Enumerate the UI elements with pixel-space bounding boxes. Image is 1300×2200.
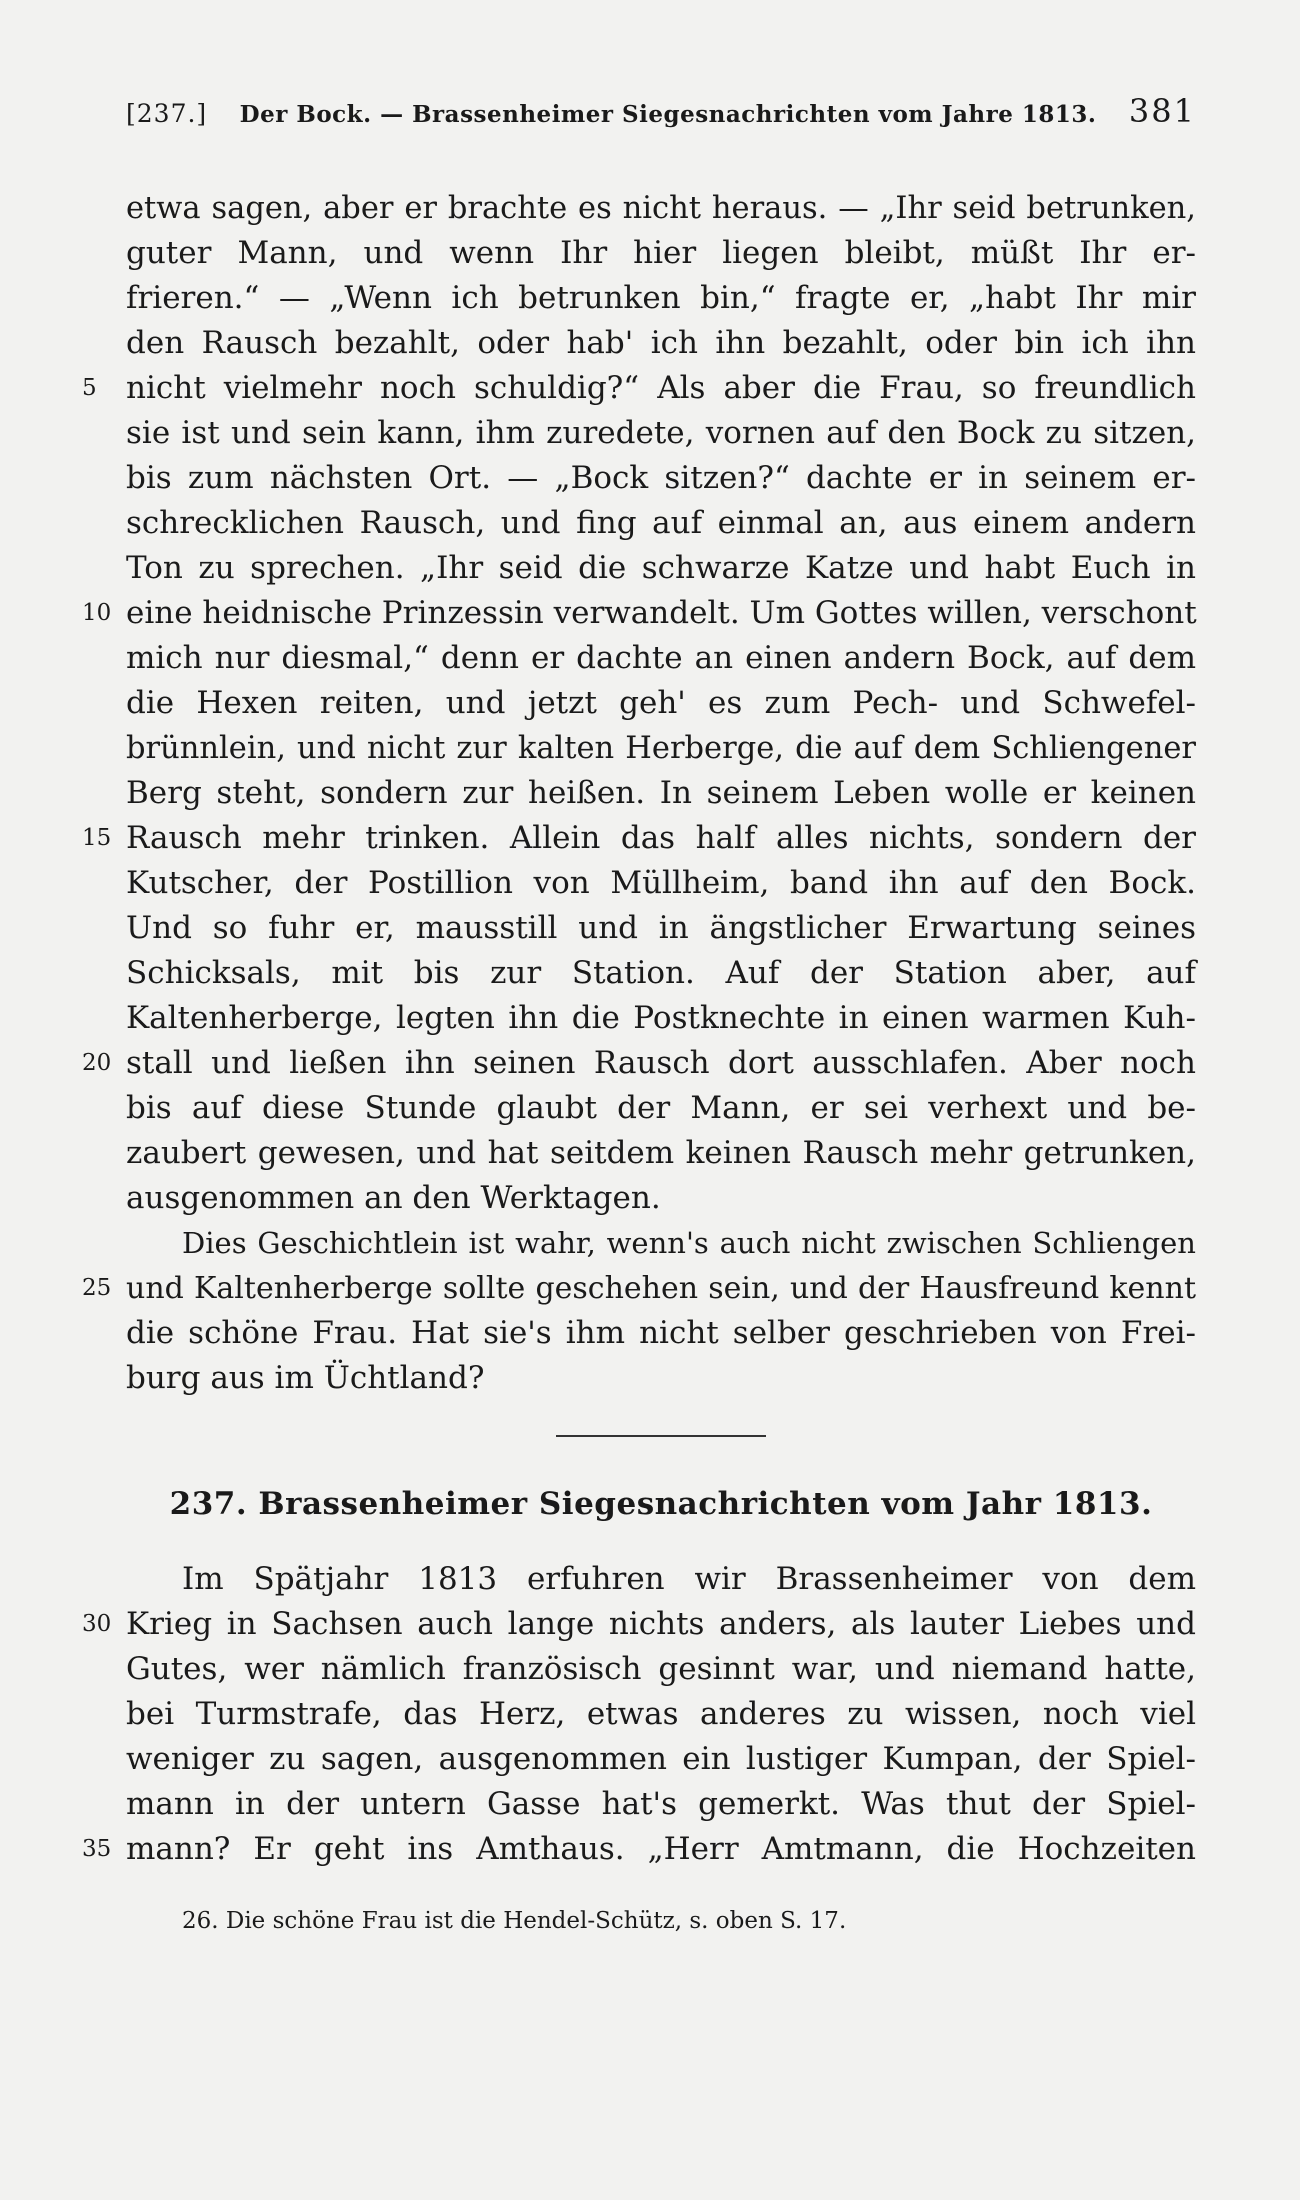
page-number: 381 xyxy=(1128,92,1196,130)
section-divider xyxy=(556,1435,766,1437)
line-number: 25 xyxy=(82,1275,112,1301)
line-text: den Rausch bezahlt, oder hab' ich ihn bezahlt, oder bin ich ihn xyxy=(126,325,1196,361)
text-line xyxy=(126,1176,1196,1221)
footnote: 26. Die schöne Frau ist die Hendel-Schütz, s. oben S. 17. xyxy=(182,1908,847,1934)
line-text: mann in der untern Gasse hat's gemerkt. Was thut der Spiel- xyxy=(126,1786,1196,1822)
line-text: brünnlein, und nicht zur kalten Herberge, die auf dem Schliengener xyxy=(126,731,1196,766)
text-line xyxy=(126,1692,1196,1737)
line-text: weniger zu sagen, ausgenommen ein lustiger Kumpan, der Spiel- xyxy=(126,1741,1196,1777)
text-line xyxy=(126,1311,1196,1356)
line-text: die schöne Frau. Hat sie's ihm nicht selber geschrieben von Frei- xyxy=(126,1315,1196,1351)
line-text: Krieg in Sachsen auch lange nichts anders, als lauter Liebes und xyxy=(126,1606,1196,1642)
text-line xyxy=(126,906,1196,951)
text-line xyxy=(82,591,1197,636)
line-text: Gutes, wer nämlich französisch gesinnt war, und niemand hatte, xyxy=(126,1651,1196,1687)
story-text xyxy=(82,186,1197,1401)
text-line xyxy=(126,501,1196,546)
text-line xyxy=(126,1737,1196,1782)
text-line xyxy=(82,1041,1196,1086)
text-line xyxy=(126,1782,1196,1827)
text-line xyxy=(126,861,1196,906)
line-text: stall und ließen ihn seinen Rausch dort ausschlafen. Aber noch xyxy=(126,1045,1196,1081)
line-text: burg aus im Üchtland? xyxy=(126,1360,485,1396)
text-line xyxy=(82,816,1196,861)
line-text: Dies Geschichtlein ist wahr, wenn's auch nicht zwischen Schliengen xyxy=(182,1226,1196,1260)
text-line xyxy=(82,1602,1196,1647)
line-number: 5 xyxy=(82,375,97,401)
line-text: etwa sagen, aber er brachte es nicht heraus. — „Ihr seid betrunken, xyxy=(126,191,1196,226)
text-line xyxy=(126,1086,1196,1131)
line-number: 10 xyxy=(82,600,112,626)
line-text: frieren.“ — „Wenn ich betrunken bin,“ fragte er, „habt Ihr mir xyxy=(126,280,1196,316)
running-title: Der Bock. — Brassenheimer Siegesnachrichten vom Jahre 1813. xyxy=(239,101,1097,128)
line-text: guter Mann, und wenn Ihr hier liegen bleibt, müßt Ihr er- xyxy=(126,235,1196,271)
text-line xyxy=(126,231,1196,276)
line-text: und Kaltenherberge sollte geschehen sein, und der Hausfreund kennt xyxy=(126,1271,1196,1306)
line-text: Ton zu sprechen. „Ihr seid die schwarze Katze und habt Euch in xyxy=(126,550,1196,586)
text-line xyxy=(126,546,1196,591)
line-number: 20 xyxy=(82,1050,112,1076)
section-text xyxy=(82,1557,1196,1872)
line-number: 30 xyxy=(82,1611,112,1637)
text-line xyxy=(126,771,1196,816)
line-text: bei Turmstrafe, das Herz, etwas anderes zu wissen, noch viel xyxy=(126,1696,1196,1732)
text-line xyxy=(126,1356,1196,1401)
line-text: ausgenommen an den Werktagen. xyxy=(126,1180,661,1216)
line-text: bis zum nächsten Ort. — „Bock sitzen?“ dachte er in seinem er- xyxy=(126,460,1196,496)
line-text: zaubert gewesen, und hat seitdem keinen Rausch mehr getrunken, xyxy=(126,1135,1196,1171)
line-text: eine heidnische Prinzessin verwandelt. Um Gottes willen, verschont xyxy=(126,595,1197,631)
line-text: mich nur diesmal,“ denn er dachte an einen andern Bock, auf dem xyxy=(126,640,1196,676)
line-text: Rausch mehr trinken. Allein das half alles nichts, sondern der xyxy=(126,820,1196,856)
line-text: Im Spätjahr 1813 erfuhren wir Brassenheimer von dem xyxy=(182,1561,1196,1597)
line-text: bis auf diese Stunde glaubt der Mann, er sei verhext und be- xyxy=(126,1090,1196,1126)
text-line xyxy=(126,411,1196,456)
text-line xyxy=(126,1647,1196,1692)
text-line xyxy=(126,276,1196,321)
text-line xyxy=(126,321,1196,366)
text-line xyxy=(126,1221,1196,1266)
line-text: die Hexen reiten, und jetzt geh' es zum Pech- und Schwefel- xyxy=(126,685,1196,721)
line-text: nicht vielmehr noch schuldig?“ Als aber die Frau, so freundlich xyxy=(126,370,1196,406)
section-title: 237. Brassenheimer Siegesnachrichten vom Jahr 1813. xyxy=(169,1486,1153,1522)
text-line xyxy=(126,996,1196,1041)
line-text: schrecklichen Rausch, und fing auf einmal an, aus einem andern xyxy=(126,505,1196,541)
line-text: Und so fuhr er, mausstill und in ängstlicher Erwartung seines xyxy=(126,910,1196,946)
line-text: mann? Er geht ins Amthaus. „Herr Amtmann, die Hochzeiten xyxy=(126,1831,1196,1867)
line-text: Schicksals, mit bis zur Station. Auf der Station aber, auf xyxy=(126,955,1196,991)
line-number: 15 xyxy=(82,825,112,851)
text-line xyxy=(126,456,1196,501)
text-line xyxy=(126,1557,1196,1602)
text-line xyxy=(126,726,1196,771)
text-line xyxy=(126,1131,1196,1176)
line-text: sie ist und sein kann, ihm zuredete, vornen auf den Bock zu sitzen, xyxy=(126,415,1196,451)
line-number: 35 xyxy=(82,1836,112,1862)
text-line xyxy=(82,366,1196,411)
text-line xyxy=(82,1266,1196,1311)
text-line xyxy=(126,636,1196,681)
text-line xyxy=(126,681,1196,726)
line-text: Kutscher, der Postillion von Müllheim, band ihn auf den Bock. xyxy=(126,865,1196,901)
section-reference: [237.] xyxy=(126,99,208,128)
line-text: Berg steht, sondern zur heißen. In seinem Leben wolle er keinen xyxy=(126,775,1196,811)
text-line xyxy=(126,186,1196,231)
text-line xyxy=(82,1827,1196,1872)
text-line xyxy=(126,951,1196,996)
running-head xyxy=(126,92,1196,162)
line-text: Kaltenherberge, legten ihn die Postknechte in einen warmen Kuh- xyxy=(126,1000,1196,1036)
